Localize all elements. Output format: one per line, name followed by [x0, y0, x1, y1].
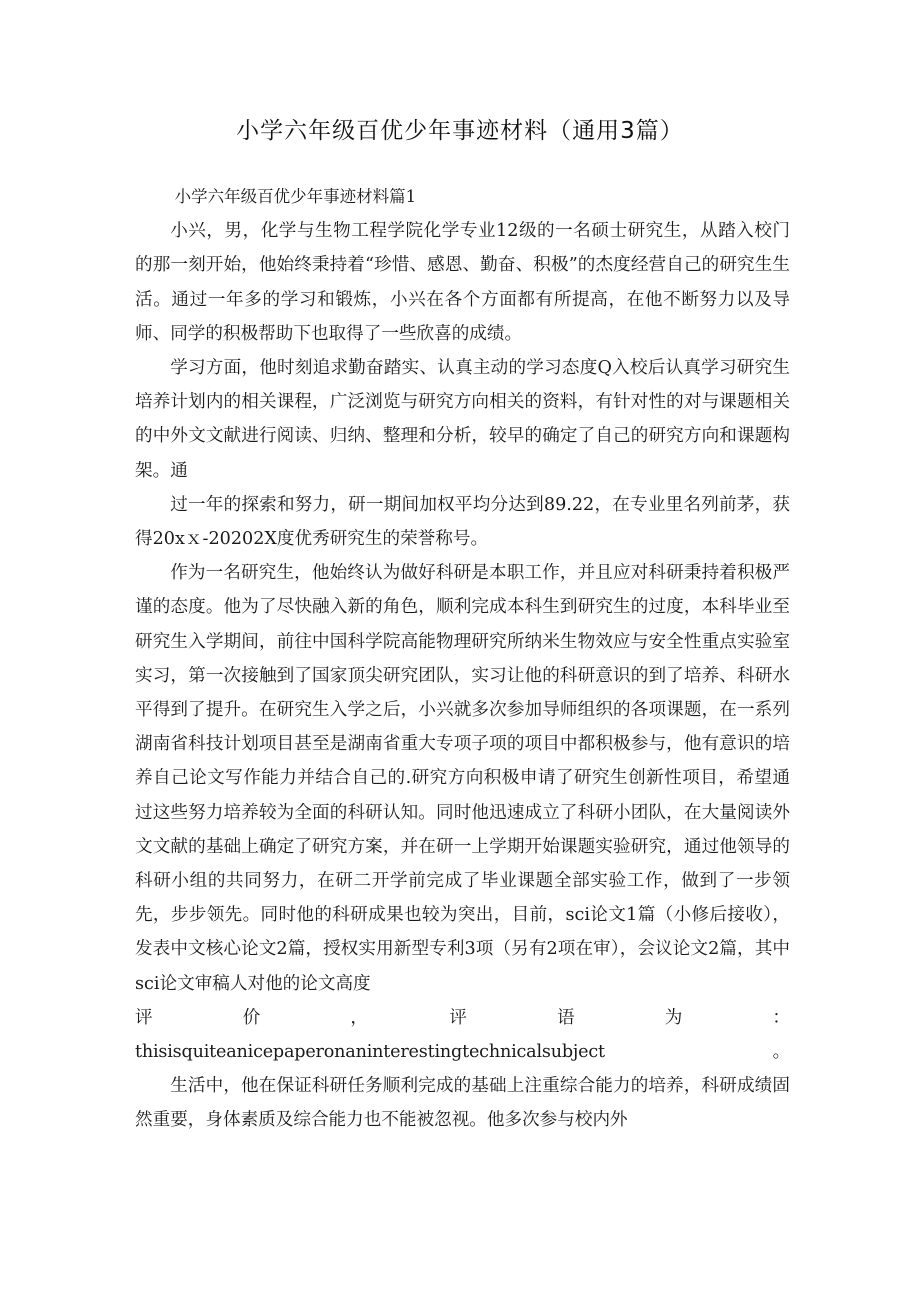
- paragraph-research: 作为一名研究生，他始终认为做好科研是本职工作，并且应对科研秉持着积极严谨的态度。他为了尽快融入新的角色，顺利完成本科生到研究生的过度，本科毕业至研究生入学期间，前往中国科学院高能物理研究所纳米生物效应与安全性重点实验室实习，第一次接触到了国家顶尖研究团队，实习让他的科研意识的到了培养、科研水平得到了提升。在研究生入学之后，小兴就多次参加导师组织的各项课题，在一系列湖南省科技计划项目甚至是湖南省重大专项子项的项目中都积极参与，他有意识的培养自己论文写作能力并结合自己的.研究方向积极申请了研究生创新性项目，希望通过这些努力培养较为全面的科研认知。同时他迅速成立了科研小团队，在大量阅读外文文献的基础上确定了研究方案，并在研一上学期开始课题实验研究，通过他领导的科研小组的共同努力，在研二开学前完成了毕业课题全部实验工作，做到了一步领先，步步领先。同时他的科研成果也较为突出，目前，sci论文1篇（小修后接收），发表中文核心论文2篇，授权实用新型专利3项（另有2项在审），会议论文2篇，其中sci论文审稿人对他的论文高度: [135, 563, 790, 994]
- reviewer-quote: thisisquiteanicepaperonaninterestingtechnicalsubject。: [135, 1042, 790, 1063]
- paragraph-intro: 小兴，男，化学与生物工程学院化学专业12级的一名硕士研究生，从踏入校门的那一刻开始，他始终秉持着“珍惜、感恩、勤奋、积极”的杰度经营自己的研究生生活。通过一年多的学习和锻炼，小兴在各个方面都有所提高，在他不断努力以及导师、同学的积极帮助下也取得了一些欣喜的成绩。: [135, 221, 790, 344]
- section-heading: 小学六年级百优少年事迹材料篇1: [174, 187, 417, 206]
- paragraph-grades: 过一年的探索和努力，研一期间加权平均分达到89.22，在专业里名列前茅，获得20xｘ-20202X度优秀研究生的荣誉称号。: [135, 494, 790, 550]
- document-title: 小学六年级百优少年事迹材料（通用3篇）: [236, 118, 684, 144]
- paragraph-study: 学习方面，他时刻追求勤奋踏实、认真主动的学习态度Q入校后认真学习研究生培养计划内的相关课程，广泛浏览与研究方向相关的资料，有针对性的对与课题相关的中外文文献进行阅读、归纳、整理和分析，较早的确定了自己的研究方向和课题构架。通: [135, 358, 790, 481]
- paragraph-life: 生活中，他在保证科研任务顺利完成的基础上注重综合能力的培养，科研成绩固然重要，身体素质及综合能力也不能被忽视。他多次参与校内外: [135, 1076, 790, 1131]
- document-body: [135, 180, 790, 1138]
- evaluation-line: 评 价 ， 评 语 为 ：: [135, 1007, 790, 1028]
